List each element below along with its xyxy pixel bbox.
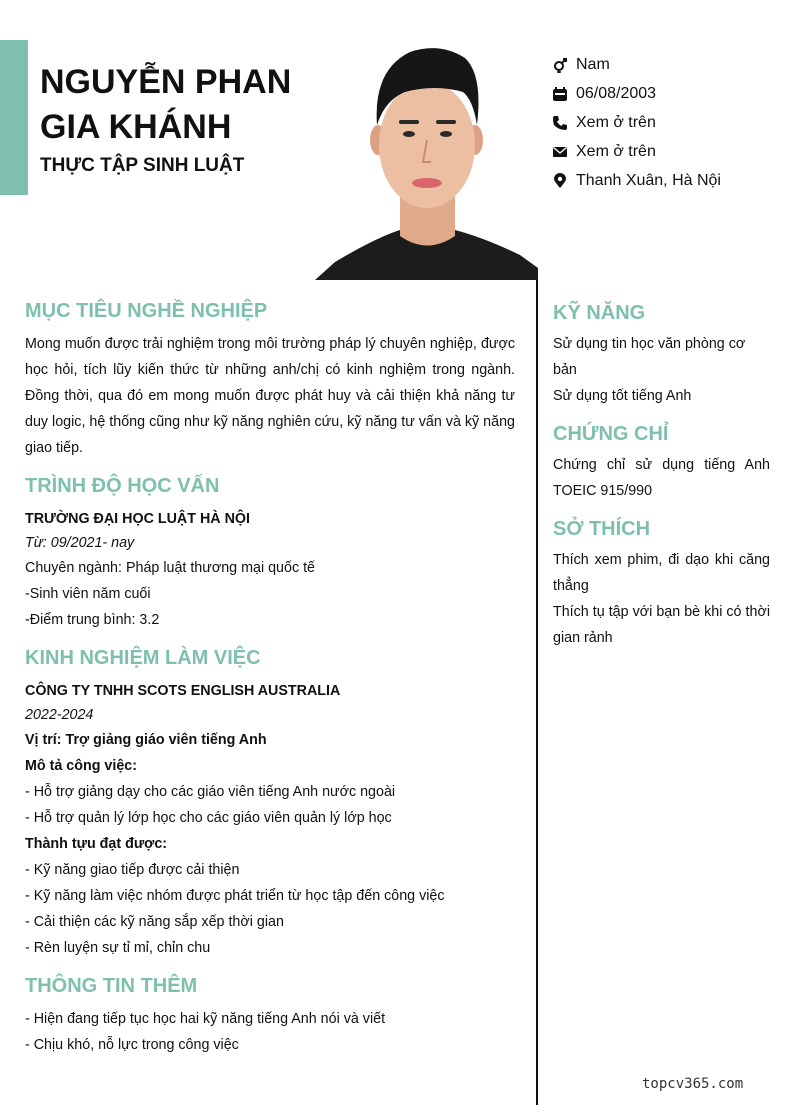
experience-period: 2022-2024 [25,707,94,723]
job-description-label: Mô tả công việc: [25,758,138,774]
extra-info-section [25,975,515,1058]
achievement-line: - Kỹ năng giao tiếp được cải thiện [25,862,240,878]
experience-position: Vị trí: Trợ giảng giáo viên tiếng Anh [25,732,267,748]
objective-title: MỤC TIÊU NGHỀ NGHIỆP [25,300,268,322]
experience-title: KINH NGHIỆM LÀM VIỆC [25,647,261,669]
achievement-line: - Kỹ năng làm việc nhóm được phát triển từ học tập đến công việc [25,888,445,904]
hobbies-section [553,518,770,651]
education-title: TRÌNH ĐỘ HỌC VẤN [25,475,220,497]
phone-icon [552,115,576,131]
contact-birthday [552,79,782,108]
contact-gender [552,50,782,79]
left-column [25,300,515,1058]
right-column [553,302,770,651]
contact-birthday-text: 06/08/2003 [576,84,657,102]
certificates-section [553,423,770,504]
company-name: CÔNG TY TNHH SCOTS ENGLISH AUSTRALIA [25,683,341,699]
candidate-name [40,60,330,150]
email-icon [552,144,576,160]
education-period: Từ: 09/2021- nay [25,535,135,551]
contact-email [552,137,782,166]
gender-icon [552,57,576,73]
name-line-2: GIA KHÁNH [40,108,232,146]
calendar-icon [552,86,576,102]
skill-line: Sử dụng tin học văn phòng cơ bản [553,336,746,378]
skills-section [553,302,770,409]
location-pin-icon [552,173,576,189]
job-title: THỰC TẬP SINH LUẬT [40,155,245,176]
hobby-line: Thích tụ tập với bạn bè khi có thời gian rảnh [553,604,770,646]
column-divider [536,280,538,1105]
job-description-line: - Hỗ trợ giảng dạy cho các giáo viên tiếng Anh nước ngoài [25,784,396,800]
achievements-label: Thành tựu đạt được: [25,836,168,852]
achievement-line: - Rèn luyện sự tỉ mỉ, chỉn chu [25,940,211,956]
education-line: -Điểm trung bình: 3.2 [25,612,160,628]
objective-section [25,300,515,461]
education-line: Chuyên ngành: Pháp luật thương mại quốc tế [25,560,315,576]
school-name: TRƯỜNG ĐẠI HỌC LUẬT HÀ NỘI [25,511,250,527]
profile-photo [315,40,538,280]
extra-info-line: - Hiện đang tiếp tục học hai kỹ năng tiếng Anh nói và viết [25,1011,386,1027]
hobbies-title: SỞ THÍCH [553,518,651,540]
achievement-line: - Cải thiện các kỹ năng sắp xếp thời gian [25,914,284,930]
extra-info-title: THÔNG TIN THÊM [25,975,198,997]
contact-phone [552,108,782,137]
extra-info-line: - Chịu khó, nỗ lực trong công việc [25,1037,239,1053]
contact-info [552,50,782,195]
experience-section [25,647,515,961]
contact-address-text: Thanh Xuân, Hà Nội [576,171,721,189]
contact-gender-text: Nam [576,55,610,73]
contact-email-text: Xem ở trên [576,142,656,160]
contact-address [552,166,782,195]
education-line: -Sinh viên năm cuối [25,586,151,602]
hobby-line: Thích xem phim, đi dạo khi căng thẳng [553,552,770,594]
name-line-1: NGUYỄN PHAN [40,63,292,101]
certificates-title: CHỨNG CHỈ [553,423,669,445]
objective-text: Mong muốn được trải nghiệm trong môi trường pháp lý chuyên nghiệp, được học hỏi, tích lũy kiến thức từ những anh/chị có kinh nghiệm trong ngành. Đồng thời, qua đó em mong muốn được phát huy và cải thiện khả năng tư duy logic, hệ thống cũng như kỹ năng nghiên cứu, kỹ năng tư vấn và kỹ năng giao tiếp. [25,336,515,456]
watermark: topcv365.com [642,1076,744,1092]
education-section [25,475,515,633]
skill-line: Sử dụng tốt tiếng Anh [553,388,692,404]
accent-bar [0,40,28,195]
skills-title: KỸ NĂNG [553,302,646,324]
contact-phone-text: Xem ở trên [576,113,656,131]
job-description-line: - Hỗ trợ quản lý lớp học cho các giáo viên quản lý lớp học [25,810,392,826]
certificate-text: Chứng chỉ sử dụng tiếng Anh TOEIC 915/990 [553,457,770,499]
